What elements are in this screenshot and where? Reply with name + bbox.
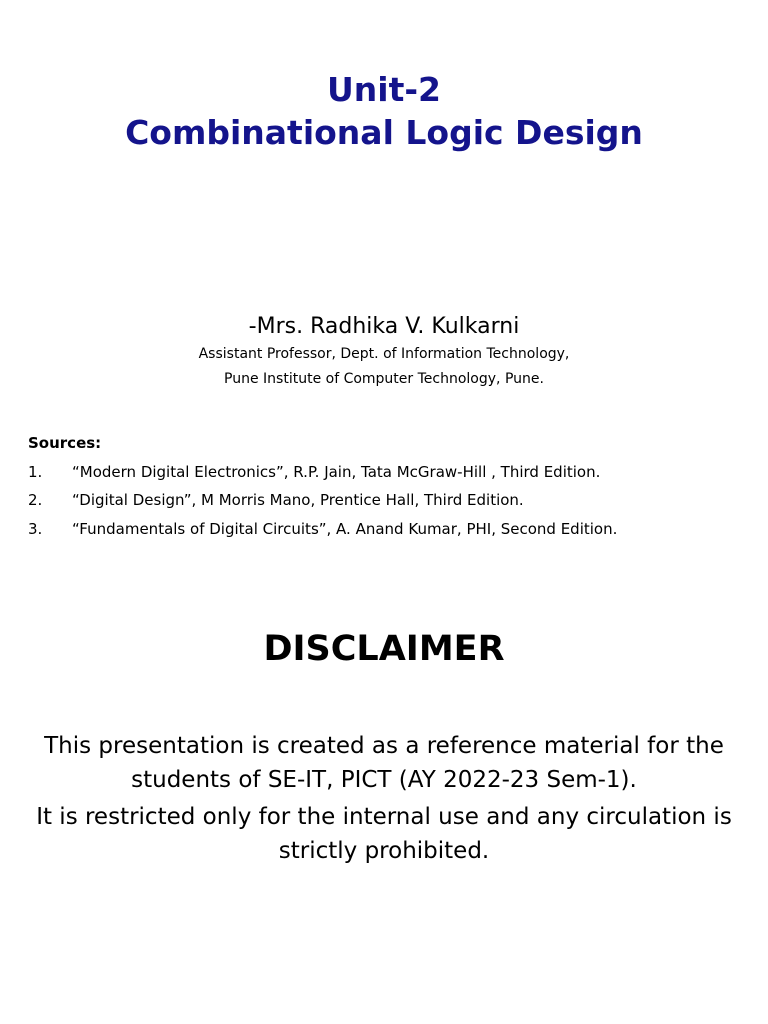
source-item — [28, 515, 617, 544]
author-block — [0, 312, 768, 392]
unit-label: Unit-2 — [326, 70, 442, 109]
source-item — [28, 458, 617, 487]
disclaimer-title: DISCLAIMER — [263, 629, 505, 669]
source-item — [28, 486, 617, 515]
disclaimer-slide — [0, 580, 768, 1024]
sources-list — [28, 458, 617, 544]
source-number: 3. — [28, 519, 43, 538]
disclaimer-paragraph-2: It is restricted only for the internal use and any circulation is strictly prohibited. — [36, 804, 732, 864]
slide-title — [0, 70, 768, 153]
author-institute: Pune Institute of Computer Technology, Pune. — [224, 371, 544, 387]
disclaimer-body — [20, 729, 748, 871]
source-text: “Modern Digital Electronics”, R.P. Jain, Tata McGraw-Hill , Third Edition. — [72, 462, 601, 481]
source-number: 2. — [28, 491, 43, 509]
author-name: -Mrs. Radhika V. Kulkarni — [248, 314, 520, 339]
author-designation: Assistant Professor, Dept. of Information Technology, — [198, 346, 570, 362]
source-text: “Fundamentals of Digital Circuits”, A. Anand Kumar, PHI, Second Edition. — [72, 519, 618, 538]
topic-title: Combinational Logic Design — [125, 113, 643, 152]
source-number: 1. — [28, 462, 43, 481]
sources-section — [28, 429, 617, 543]
sources-heading: Sources: — [28, 434, 102, 452]
disclaimer-paragraph-1: This presentation is created as a reference material for the students of SE-IT, PICT (AY 2022-23 Sem-1). — [44, 733, 724, 793]
source-text: “Digital Design”, M Morris Mano, Prentice Hall, Third Edition. — [72, 491, 524, 509]
